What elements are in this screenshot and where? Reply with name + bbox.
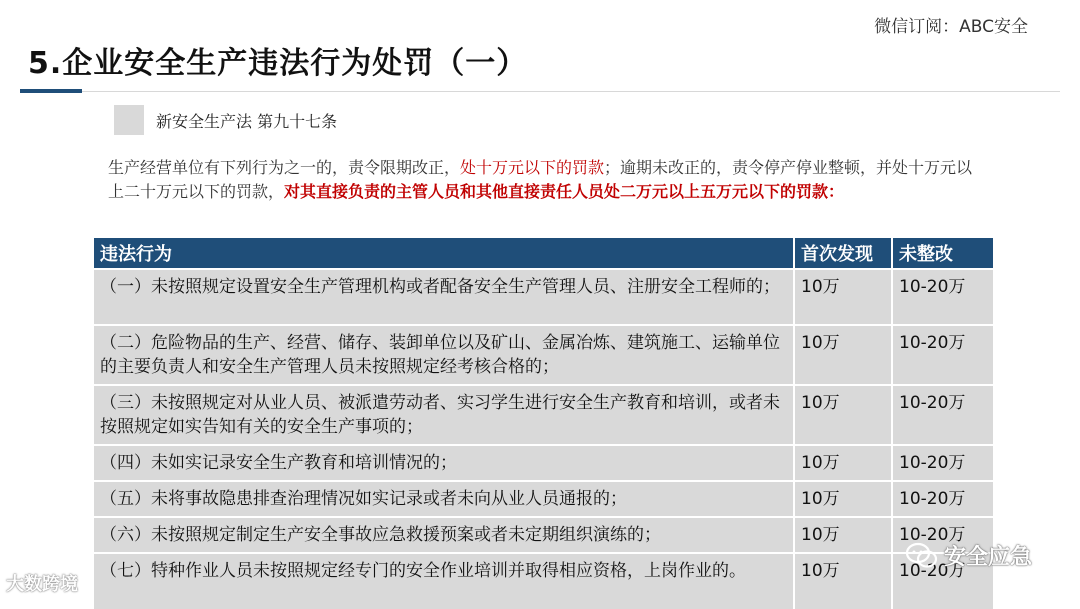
first-penalty-cell: 10万: [794, 553, 892, 609]
law-paragraph: [108, 156, 988, 204]
violation-cell: （五）未将事故隐患排查治理情况如实记录或者未向从业人员通报的；: [94, 481, 794, 517]
table-header-row: [94, 238, 994, 269]
watermark-left: 大数跨境: [6, 574, 78, 595]
first-penalty-cell: 10万: [794, 517, 892, 553]
table-row: [94, 385, 994, 445]
header-violation: 违法行为: [94, 238, 794, 269]
first-penalty-cell: 10万: [794, 385, 892, 445]
table-row: [94, 517, 994, 553]
header-first-found: 首次发现: [794, 238, 892, 269]
violation-cell: （七）特种作业人员未按照规定经专门的安全作业培训并取得相应资格，上岗作业的。: [94, 553, 794, 609]
watermark-right: [906, 540, 1032, 571]
wechat-icon: [906, 542, 938, 570]
unrectified-penalty-cell: 10-20万: [892, 517, 994, 553]
title-accent-bar: [20, 89, 82, 93]
paragraph-part-3: ；逾期未改正的，责令停产停业整顿，并处十万元以上二十万元以下的罚款，: [108, 158, 973, 201]
violation-cell: （四）未如实记录安全生产教育和培训情况的；: [94, 445, 794, 481]
table-row: [94, 481, 994, 517]
paragraph-part-1: 生产经营单位有下列行为之一的，责令限期改正，: [108, 158, 461, 177]
table-row: [94, 269, 994, 325]
section-label: 新安全生产法 第九十七条: [156, 111, 338, 131]
first-penalty-cell: 10万: [794, 325, 892, 385]
page-title: 5.企业安全生产违法行为处罚（一）: [28, 46, 528, 81]
unrectified-penalty-cell: 10-20万: [892, 325, 994, 385]
section-heading: [114, 104, 337, 136]
paragraph-highlight-personal-fine: 对其直接负责的主管人员和其他直接责任人员处二万元以上五万元以下的罚款：: [284, 182, 845, 201]
violation-cell: （三）未按照规定对从业人员、被派遣劳动者、实习学生进行安全生产教育和培训，或者未按照规定如实告知有关的安全生产事项的；: [94, 385, 794, 445]
violation-cell: （二）危险物品的生产、经营、储存、装卸单位以及矿山、金属冶炼、建筑施工、运输单位的主要负责人和安全生产管理人员未按照规定经考核合格的；: [94, 325, 794, 385]
first-penalty-cell: 10万: [794, 269, 892, 325]
title-divider: [20, 91, 1060, 92]
watermark-right-text: 安全应急: [944, 545, 1033, 570]
first-penalty-cell: 10万: [794, 445, 892, 481]
table-row: [94, 553, 994, 609]
first-penalty-cell: 10万: [794, 481, 892, 517]
unrectified-penalty-cell: 10-20万: [892, 481, 994, 517]
unrectified-penalty-cell: 10-20万: [892, 269, 994, 325]
unrectified-penalty-cell: 10-20万: [892, 385, 994, 445]
table-row: [94, 445, 994, 481]
unrectified-penalty-cell: 10-20万: [892, 553, 994, 609]
unrectified-penalty-cell: 10-20万: [892, 445, 994, 481]
paragraph-highlight-fine: 处十万元以下的罚款: [460, 158, 605, 177]
violation-cell: （六）未按照规定制定生产安全事故应急救援预案或者未定期组织演练的；: [94, 517, 794, 553]
subscribe-note: 微信订阅：ABC安全: [874, 17, 1028, 37]
header-unrectified: 未整改: [892, 238, 994, 269]
violation-cell: （一）未按照规定设置安全生产管理机构或者配备安全生产管理人员、注册安全工程师的；: [94, 269, 794, 325]
section-square-icon: [114, 105, 144, 135]
penalty-table: [94, 238, 995, 609]
table-row: [94, 325, 994, 385]
